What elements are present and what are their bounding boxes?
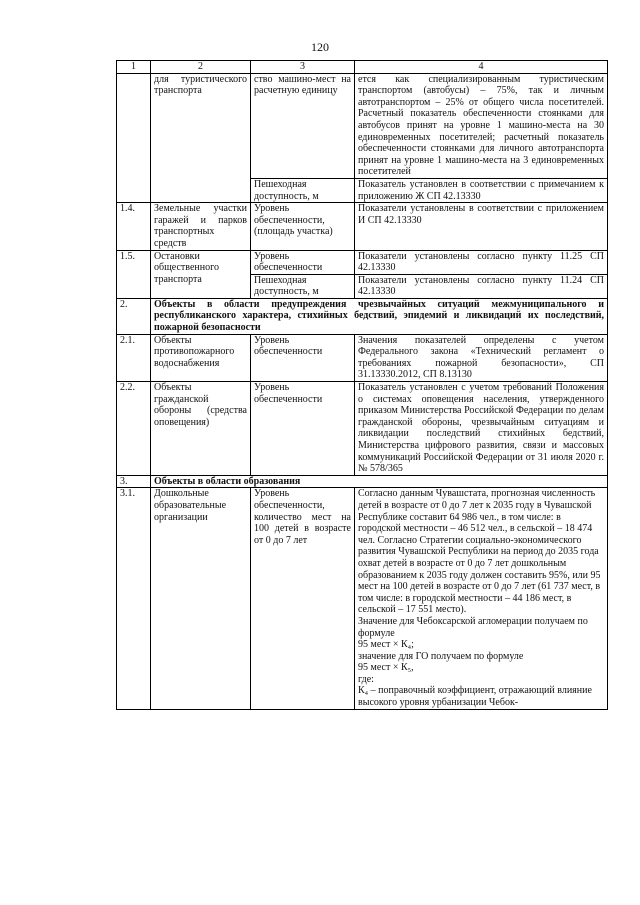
object-name: для туристического транспорта <box>151 73 251 203</box>
header-cell-3: 3 <box>251 61 355 74</box>
table-row <box>117 488 608 709</box>
table-row <box>117 203 608 250</box>
indicator-name: Пешеходная доступность, м <box>251 178 355 202</box>
section-heading: Объекты в области предупреждения чрезвычайных ситуаций межмуниципального и республиканского характера, стихийных бедствий, эпидемий и ликвидаций их последствий, пожарной безопасности <box>151 298 608 334</box>
indicator-name: Уровень обеспеченности <box>251 250 355 274</box>
row-number: 2.1. <box>117 334 151 381</box>
standards-table <box>116 60 608 710</box>
header-cell-2: 2 <box>151 61 251 74</box>
indicator-basis <box>355 488 608 709</box>
object-name: Земельные участки гаражей и парков транспортных средств <box>151 203 251 250</box>
indicator-name: Уровень обеспеченности, (площадь участка) <box>251 203 355 250</box>
indicator-basis-main: Согласно данным Чувашстата, прогнозная численность детей в возрасте от 0 до 7 лет к 2035 году в Чувашской Республике составит 64 986 чел., в том числе: в городской местности – 46 512 чел., в сельской – 18 474 чел. Согласно Стратегии социально-экономического развития Чувашской Республики на период до 2035 года охват детей в возрасте от 0 до 7 лет дошкольным образованием к 2035 году должен составить 95%, или 95 мест на 100 детей в возрасте от 0 до 7 лет (61 737 мест, в том числе: в городской местности – 44 186 мест, в сельской – 17 551 место). <box>358 488 601 616</box>
row-number: 1.4. <box>117 203 151 250</box>
indicator-basis-formula: Значение для Чебоксарской агломерации получаем по формуле 95 мест × К₄; значение для ГО получаем по формуле 95 мест × К₅, где: К₄ – поправочный коэффициент, отражающий влияние высокого уровня урбанизации Чебок- <box>358 615 592 709</box>
indicator-name: Уровень обеспеченности <box>251 334 355 381</box>
indicator-basis: Показатель установлен в соответствии с примечанием к приложению Ж СП 42.13330 <box>355 178 608 202</box>
table-row <box>117 334 608 381</box>
object-name: Объекты гражданской обороны (средства оповещения) <box>151 382 251 476</box>
indicator-basis: Показатели установлены в соответствии с приложением И СП 42.13330 <box>355 203 608 250</box>
section-number: 2. <box>117 298 151 334</box>
indicator-basis: Значения показателей определены с учетом Федерального закона «Технический регламент о требованиях пожарной безопасности», СП 31.13330.2012, СП 8.13130 <box>355 334 608 381</box>
section-heading: Объекты в области образования <box>151 475 608 488</box>
section-number: 3. <box>117 475 151 488</box>
table-row <box>117 73 608 178</box>
row-number: 3.1. <box>117 488 151 709</box>
section-row <box>117 475 608 488</box>
indicator-name: Уровень обеспеченности <box>251 382 355 476</box>
indicator-basis: Показатели установлены согласно пункту 11.24 СП 42.13330 <box>355 274 608 298</box>
table-header-row <box>117 61 608 74</box>
indicator-name: Пешеходная доступность, м <box>251 274 355 298</box>
object-name: Объекты противопожарного водоснабжения <box>151 334 251 381</box>
object-name: Остановки общественного транспорта <box>151 250 251 298</box>
object-name: Дошкольные образовательные организации <box>151 488 251 709</box>
indicator-basis: Показатели установлены согласно пункту 11.25 СП 42.13330 <box>355 250 608 274</box>
indicator-name: ство машино-мест на расчетную единицу <box>251 73 355 178</box>
row-number: 2.2. <box>117 382 151 476</box>
header-cell-1: 1 <box>117 61 151 74</box>
indicator-basis: Показатель установлен с учетом требований Положения о системах оповещения населения, утвержденного приказом Министерства Российской Федерации по делам гражданской обороны, чрезвычайным ситуациям и ликвидации последствий стихийных бедствий, Министерства цифрового развития, связи и массовых коммуникаций Российской Федерации от 31 июля 2020 г. № 578/365 <box>355 382 608 476</box>
row-number: 1.5. <box>117 250 151 298</box>
header-cell-4: 4 <box>355 61 608 74</box>
page-number: 120 <box>311 40 329 54</box>
table-row <box>117 250 608 274</box>
table-row <box>117 382 608 476</box>
indicator-basis: ется как специализированным туристическим транспортом (автобусы) – 75%, так и личным автотранспортом – 25% от общего числа посетителей. Расчетный показатель обеспеченности стоянками для автобусов принят на уровне 1 машино-места на 30 единовременных посетителей; расчетный показатель обеспеченности стоянками для личного автотранспорта принят на уровне 1 машино-места на 3 единовременных посетителей <box>355 73 608 178</box>
indicator-name: Уровень обеспеченности, количество мест на 100 детей в возрасте от 0 до 7 лет <box>251 488 355 709</box>
section-row <box>117 298 608 334</box>
